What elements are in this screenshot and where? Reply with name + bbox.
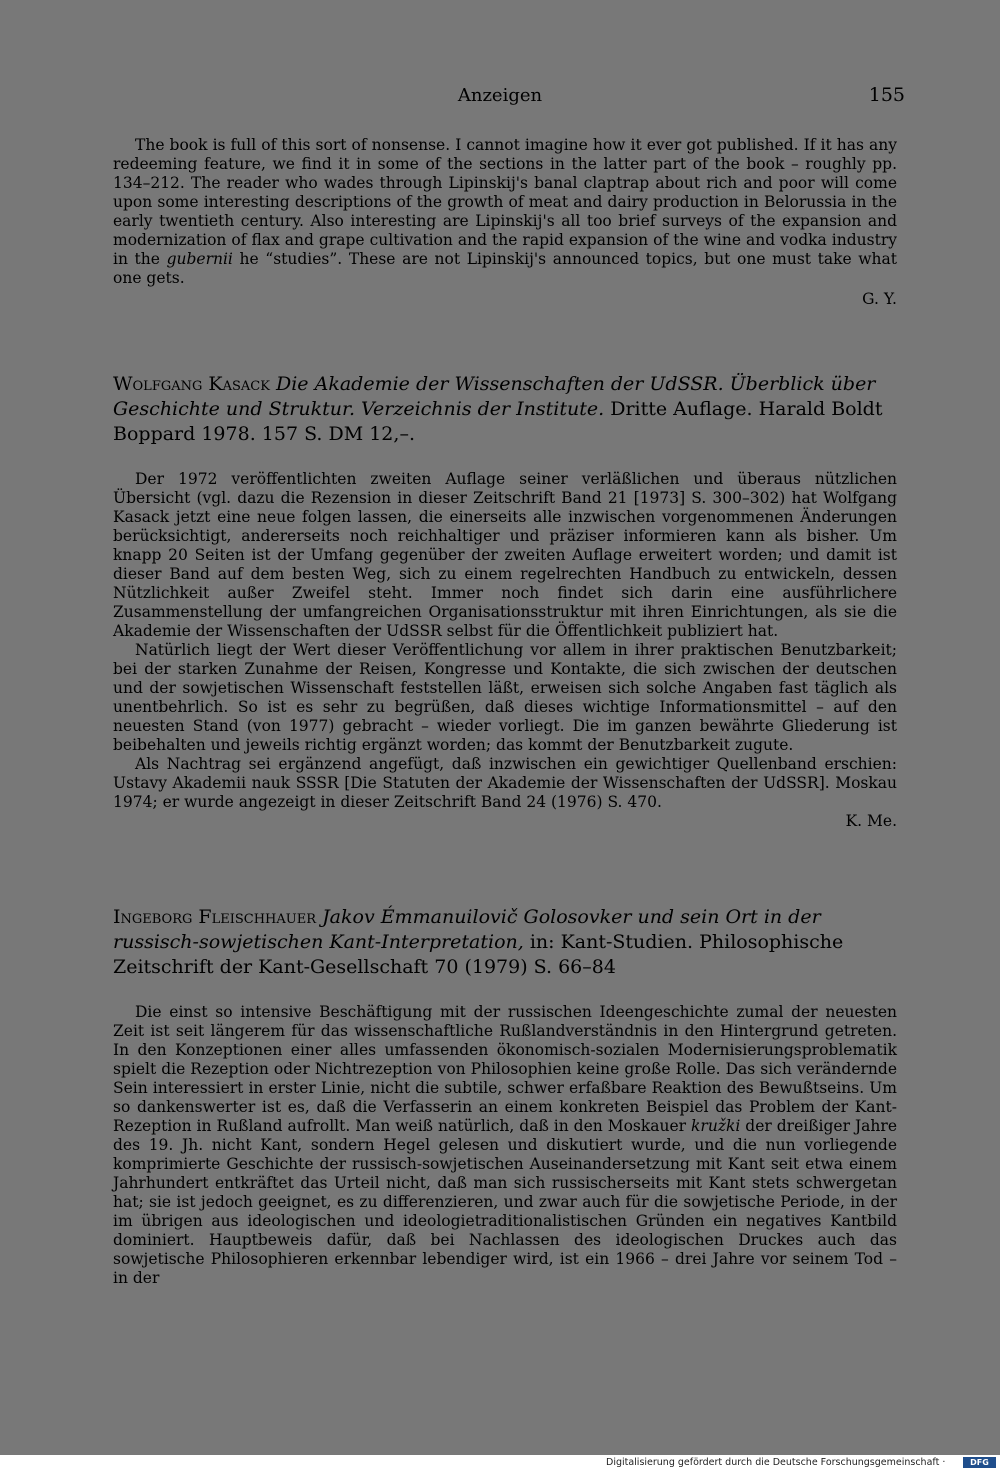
article-details: in: Kant-Studien. Philosophische Zeitschrift der Kant-Gesellschaft 70 (1979) S. 66–84: [113, 931, 844, 978]
reviewer-signature: K. Me.: [845, 812, 897, 830]
review-body: [113, 470, 897, 831]
review-body: [113, 1003, 897, 1288]
article-author: Ingeborg Fleischhauer: [113, 906, 317, 928]
review-paragraph: Als Nachtrag sei ergänzend angefügt, daß inzwischen ein gewichtiger Quellenband erschien: Ustavy Akademii nauk SSSR [Die Statuten der Akademie der Wissenschaften der UdSSR]. Moskau 1974; er wurde angezeigt in dieser Zeitschrift Band 24 (1976) S. 470.: [113, 755, 897, 811]
review-heading: [113, 372, 899, 447]
book-title: Die Akademie der Wissenschaften der UdSSR. Überblick über Geschichte und Struktur. Verzeichnis der Institute.: [113, 373, 876, 420]
digitization-credit: Digitalisierung gefördert durch die Deutsche Forschungsgemeinschaft ·: [606, 1457, 946, 1468]
article-title: Jakov Émmanuilovič Golosovker und sein Ort in der russisch-sowjetischen Kant-Interpretation,: [113, 906, 821, 953]
book-author: Wolfgang Kasack: [113, 373, 270, 395]
review-continuation: [113, 136, 897, 309]
page-number: 155: [868, 84, 905, 106]
review-heading: [113, 905, 899, 980]
review-paragraph: Der 1972 veröffentlichten zweiten Auflage seiner verläßlichen und überaus nützlichen Übersicht (vgl. dazu die Rezension in dieser Zeitschrift Band 21 [1973] S. 300–302) hat Wolfgang Kasack jetzt eine neue folgen lassen, die einerseits alle inzwischen vorgenommenen Änderungen berücksichtigt, andererseits noch reichhaltiger und präziser informieren kann als bisher. Um knapp 20 Seiten ist der Umfang gegenüber der zweiten Auflage erweitert worden; und damit ist dieser Band auf dem besten Weg, sich zu einem regelrechten Handbuch zu entwickeln, dessen Nützlichkeit außer Zweifel steht. Immer noch findet sich darin eine ausführlichere Zusammenstellung der umfangreichen Organisationsstruktur mit ihren Einrichtungen, als sie die Akademie der Wissenschaften der UdSSR selbst für die Öffentlichkeit publiziert hat.: [113, 470, 897, 640]
reviewer-signature: G. Y.: [862, 290, 897, 308]
review-paragraph: Natürlich liegt der Wert dieser Veröffentlichung vor allem in ihrer praktischen Benutzbarkeit; bei der starken Zunahme der Reisen, Kongresse und Kontakte, die sich zwischen der deutschen und der sowjetischen Wissenschaft feststellen läßt, erweisen sich solche Angaben fast täglich als unentbehrlich. So ist es sehr zu begrüßen, daß dieses wichtige Informationsmittel – auf den neuesten Stand (von 1977) gebracht – wieder vorliegt. Die im ganzen bewährte Gliederung ist beibehalten und jeweils richtig ergänzt worden; das kommt der Benutzbarkeit zugute.: [113, 641, 897, 754]
dfg-logo: DFG: [963, 1457, 996, 1468]
review-paragraph: Die einst so intensive Beschäftigung mit der russischen Ideengeschichte zumal der neuesten Zeit ist seit längerem für das wissenschaftliche Rußlandverständnis in den Hintergrund getreten. In den Konzeptionen einer alles umfassenden ökonomisch-sozialen Modernisierungsproblematik spielt die Rezeption oder Nichtrezeption von Philosophien keine große Rolle. Das sich verändernde Sein interessiert in erster Linie, nicht die subtile, schwer erfaßbare Reaktion des Bewußtseins. Um so dankenswerter ist es, daß die Verfasserin an einem konkreten Beispiel das Problem der Kant-Rezeption in Rußland aufrollt. Man weiß natürlich, daß in den Moskauer kružki der dreißiger Jahre des 19. Jh. nicht Kant, sondern Hegel gelesen und diskutiert wurde, und die nun vorliegende komprimierte Geschichte der russisch-sowjetischen Auseinandersetzung mit Kant seit etwa einem Jahrhundert entkräftet das Urteil nicht, daß man sich russischerseits mit Kant stets schwergetan hat; sie ist jedoch geeignet, es zu differenzieren, und zwar auch für die sowjetische Periode, in der im übrigen aus ideologischen und ideologietraditionalistischen Gründen ein negatives Kantbild dominiert. Hauptbeweis dafür, daß bei Nachlassen des ideologischen Druckes auch das sowjetische Philosophieren erkennbar lebendiger wird, ist ein 1966 – drei Jahre vor seinem Tod – in der: [113, 1003, 897, 1287]
running-header: Anzeigen: [457, 85, 543, 106]
review-paragraph: The book is full of this sort of nonsense. I cannot imagine how it ever got published. If it has any redeeming feature, we find it in some of the sections in the latter part of the book – roughly pp. 134–212. The reader who wades through Lipinskij's banal claptrap about rich and poor will come upon some interesting descriptions of the growth of meat and dairy production in Belorussia in the early twentieth century. Also interesting are Lipinskij's all too brief surveys of the expansion and modernization of flax and grape cultivation and the rapid expansion of the wine and vodka industry in the gubernii he “studies”. These are not Lipinskij's announced topics, but one must take what one gets.: [113, 136, 897, 287]
book-details: Dritte Auflage. Harald Boldt Boppard 1978. 157 S. DM 12,–.: [113, 398, 883, 445]
